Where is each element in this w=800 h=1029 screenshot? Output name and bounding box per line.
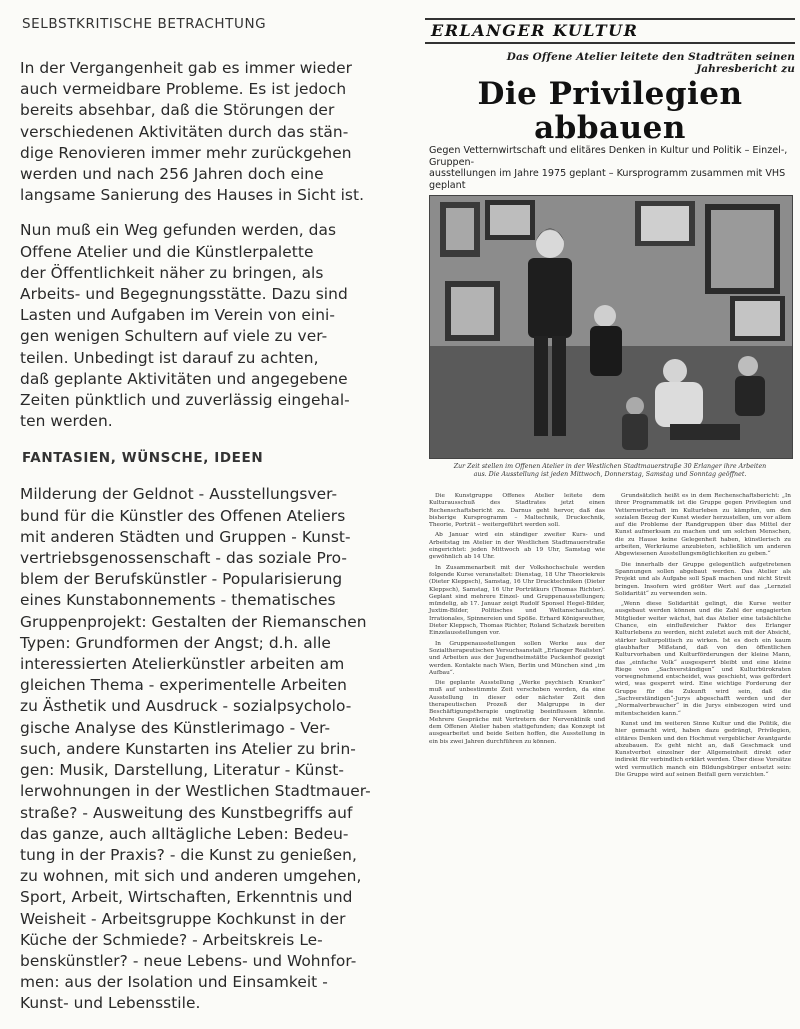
- paragraph-ideas-list: Milderung der Geldnot - Ausstellungsver- bund für die Künstler des Offenen Ateliers mit anderen Städten und Gruppen - Kunst- vertriebsgenossenschaft - das soziale Pro- blem der Berufskünstler - Popularisierung eines Kunstabonnements - thematisches Gruppenprojekt: Gestalten der Riemanschen Typen: Grundformen der Angst; d.h. alle interessierten Atelierkünstler arbeiten am gleichen Thema - experimentelle Arbeiten zu Ästhetik und Ausdruck - sozialpsycholo- gische Analyse des Künstlerimago - Ver- such, andere Kunstarten ins Atelier zu brin- gen: Musik, Darstellung, Literatur - Künst- lerwohnungen in der Westlichen Stadtmauer- straße? - Ausweitung des Kunstbegriffs auf das ganze, auch alltägliche Leben: Bedeu- tung in der Praxis? - die Kunst zu genießen, zu wohnen, mit sich und anderen umgehen, Sport, Arbeit, Wirtschaften, Erkenntnis und Weisheit - Arbeitsgruppe Kochkunst in der Küche der Schmiede? - Arbeitskreis Le- benskünstler? - neue Lebens- und Wohnfor- men: aus der Isolation und Einsamkeit - Kunst- und Lebensstile.: [20, 485, 371, 1013]
- article-column-left: [429, 493, 605, 782]
- paragraph-public-outreach: Nun muß ein Weg gefunden werden, das Offene Atelier und die Künstlerpalette der Öffentlichkeit näher zu bringen, als Arbeits- und Begegnungsstätte. Dazu sind Lasten und Aufgaben im Verein von eini- gen wenigen Schultern auf viele zu ver- teilen. Unbedingt ist darauf zu achten, daß geplante Aktivitäten und angegebene Zeiten pünktlich und zuverlässig eingehal- ten werden.: [20, 221, 350, 431]
- article-paragraph: Die innerhalb der Gruppe gelegentlich aufgetretenen Spannungen sollen abgebaut werden. Das Atelier als Projekt und als Aufgabe soll Spaß machen und nicht Streit bringen. Insofern wird größter Wert auf das „Lernziel Solidarität“ zu verwenden sein.: [615, 561, 791, 597]
- article-paragraph: Die Kunstgruppe Offenes Atelier leitete dem Kulturausschuß des Stadtrates jetzt einen Rechenschaftsbericht zu. Darnus geht hervor, daß das bisherige Kursprogramm – Maltechnik, Druckechnik, Theorie, Porträt – weitergeführt werden soll.: [429, 493, 605, 529]
- section-heading-ideas: FANTASIEN, WÜNSCHE, IDEEN: [22, 450, 264, 467]
- article-body: [425, 493, 795, 782]
- article-paragraph: In Gruppenausstellungen sollen Werke aus der Sozialtherapeutischen Versuchsanstalt „Erlanger Realisten“ und Arbeiten aus der Jugendheimstätte Puckenhof gezeigt werden. Kontakte nach Wien, Berlin und München sind „im Aufbau“.: [429, 640, 605, 676]
- headline: Die Privilegien abbauen: [477, 76, 743, 146]
- article-paragraph: „Wenn diese Solidarität gelingt, die Kurse weiter ausgebaut werden können und die Zahl der engagierten Mitglieder weiter wächst, hat das Atelier eine tatsächliche Chance, ein einflußreicher Faktor des Erlanger Kulturlebens zu werden, nicht zuletzt auch mit der Absicht, stärker kulturpolitisch zu wirken. Ist es doch ein kaum glaubhafter Mißstand, daß von den öffentlichen Kulturvorhaben und Kulturförderungen der kleine Mann, das „einfache Volk“ ausgesperrt bleibt und eine kleine Riege von „Sachverständigen“ und Kulturbürokraten vorwegnehmend entscheidet, was geschieht, was gefördert wird, was gesperrt wird. Eine wichtige Forderung der Gruppe für die Zukunft wird sein, daß die „Sachverständigen“-Jurys abgeschafft werden und der „Normalverbraucher“ in die Jurys einbezogen wird und mitentscheiden kann.“: [615, 601, 791, 717]
- article-paragraph: Grundsätzlich heißt es in dem Rechenschaftsbericht: „In ihrer Programmatik ist die Gruppe gegen Privilegien und Vetternwirtschaft im Kulturleben zu kämpfen, um den sozialen Bezug der Kunst wieder herzustellen, um vor allem auf die Probleme der Randgruppen über das Mittel der Kunst aufmerksam zu machen und um solchen Menschen, die zu Hause keine Gelegenheit haben, künstlerisch zu arbeiten, Werkräume anzubieten, schließlich um anderen Abgewiesenen Ausstellungsmöglichkeiten zu geben.“: [615, 493, 791, 558]
- article-photo: [429, 195, 793, 459]
- article-paragraph: In Zusammenarbeit mit der Volkshochschule werden folgende Kurse veranstaltet: Dienstag, 18 Uhr Theoriekreis (Dieter Kleppsch), Samstag, 16 Uhr Drucktechniken (Dieter Kleppsch), Samstag, 16 Uhr Porträtkurs (Thomas Richter). Geplant sind mehrere Einzel- und Gruppenausstellungen; mündelig, ab 17. Januar zeigt Rudolf Sponsel Hegel-Bilder, Juxtim-Bilder, Politisches und Weltanschauliches, Irrationales, Spinnereien und Spöße. Erhard Königsreuther, Dieter Kleppsch, Thomas Richter, Roland Schatzek bereiten Einzelausstellungen vor.: [429, 564, 605, 637]
- photo-caption: Zur Zeit stellen im Offenen Atelier in der Westlichen Stadtmauerstraße 30 Erlanger ihre Arbeiten aus. Die Ausstellung ist jeden Mittwoch, Donnerstag, Samstag und Sonntag geöffnet.: [453, 463, 767, 478]
- article-column-right: [615, 493, 791, 782]
- article-paragraph: Ab Januar wird ein ständiger zweiter Kurs- und Arbeitstag im Atelier in der Westlichen Stadtmauerstraße eingerichtet: jeden Mittwoch ab 19 Uhr, Samstag wie gewöhnlich ab 14 Uhr.: [429, 532, 605, 561]
- paragraph-problems: In der Vergangenheit gab es immer wieder auch vermeidbare Probleme. Es ist jedoch bereits absehbar, daß die Störungen der verschiedenen Aktivitäten durch das stän- dige Renovieren immer mehr zurückgehen werden und nach 256 Jahren doch eine langsame Sanierung des Hauses in Sicht ist.: [20, 59, 365, 205]
- article-paragraph: Die geplante Ausstellung „Werke psychisch Kranker“ muß auf unbestimmte Zeit verschoben werden, da eine Ausstellung in dieser oder nächster Zeit den therapeutischen Prozeß der Malgruppe in der Beschäftigungstherapie ungünstig beeinflussen könnte. Mehrere Gespräche mit Vertretern der Nervenklinik und dem Offenen Atelier haben stattgefunden; das Konzept ist ausgearbeitet und beide Seiten hoffen, die Ausstellung in ein bis zwei Jahren durchführen zu können.: [429, 680, 605, 745]
- newspaper-clipping: [425, 18, 795, 818]
- left-text-column: [14, 16, 402, 1029]
- photo-illustration: [430, 196, 792, 458]
- article-paragraph: Kunst und im weiteren Sinne Kultur und die Politik, die hier gemacht wird, haben dazu gedrängt, Privilegien, elitäres Denken und den Hochmut vergeblicher Avantgarde abzubauen. Es geht nicht an, daß Geschmack und Kunstverbot einzelner der Allgemeinheit direkt oder indirekt für verbindlich erklärt werden. Über diese Vorsätze wird vermutlich manch ein Bildungsbürger entsetzt sein: Die Gruppe wird auf seinen Beifall gern verzichten.“: [615, 720, 791, 778]
- deck-subheadline: Gegen Vetternwirtschaft und elitäres Denken in Kultur und Politik – Einzel-, Gruppen- ausstellungen im Jahre 1975 geplant – Kursprogramm zusammen mit VHS geplant: [429, 145, 788, 191]
- kicker-line: Das Offene Atelier leitete den Stadträten seinen Jahresbericht zu: [506, 51, 795, 75]
- section-heading-self-critique: SELBSTKRITISCHE BETRACHTUNG: [22, 16, 267, 32]
- masthead: ERLANGER KULTUR: [425, 18, 795, 44]
